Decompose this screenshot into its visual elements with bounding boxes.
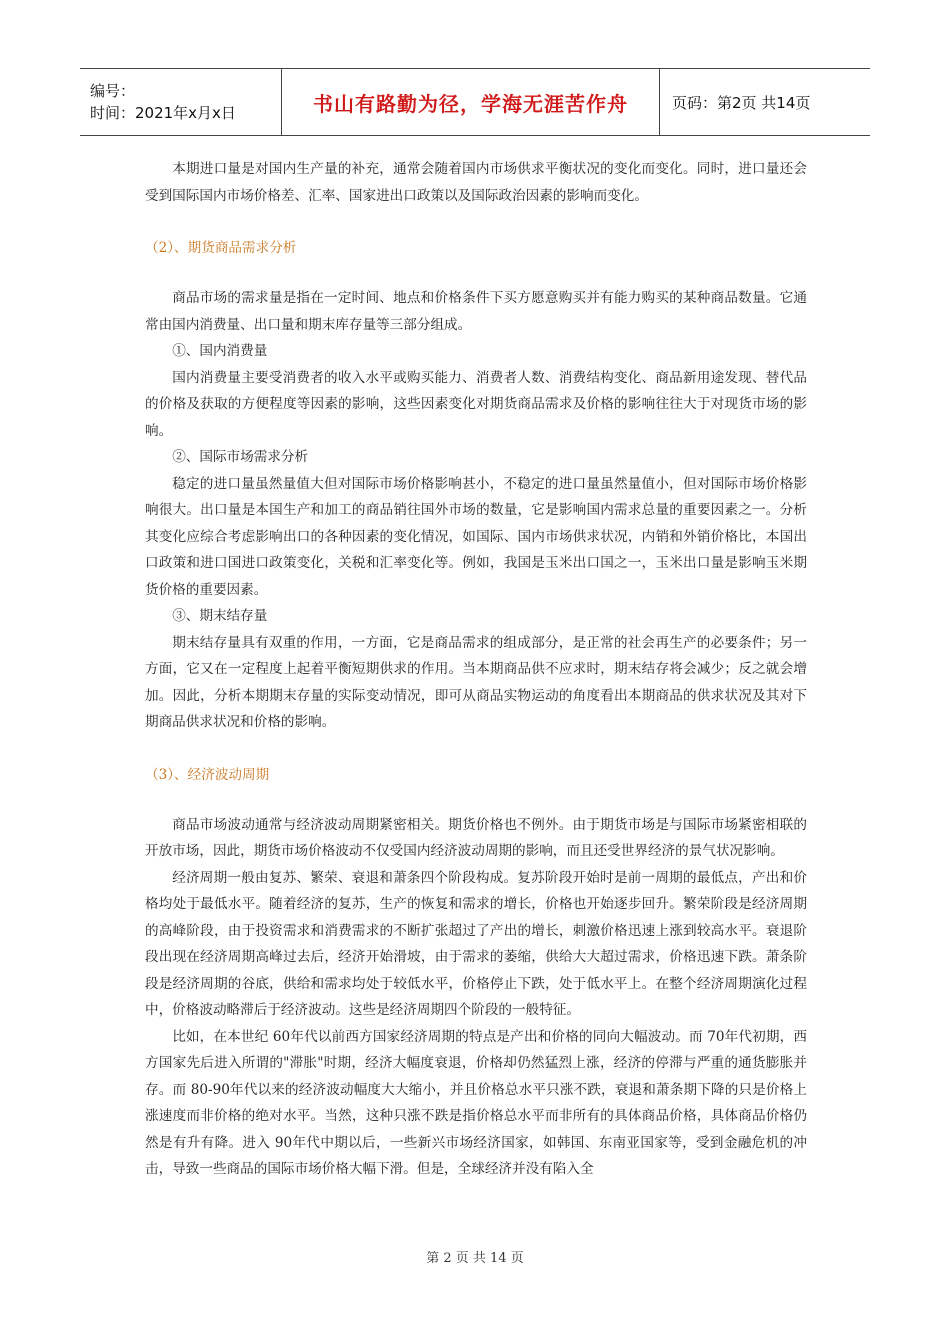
header-page-info	[660, 69, 870, 135]
number-label: 编号：	[90, 82, 136, 100]
list-item-international: ②、国际市场需求分析	[172, 449, 309, 465]
footer-page-number: 第 2 页 共 14 页	[426, 1251, 524, 1266]
paragraph-cycle-intro: 商品市场波动通常与经济波动周期紧密相关。期货价格也不例外。由于期货市场是与国际市场紧密相联的开放市场，因此，期货市场价格波动不仅受国内经济波动周期的影响，而且还受世界经济的景气状况影响。	[145, 816, 807, 859]
page-label: 页码：第2页 共14页	[672, 93, 811, 112]
header-meta	[80, 69, 282, 135]
date-label: 时间：2021年x月x日	[90, 104, 236, 122]
paragraph-demand-intro: 商品市场的需求量是指在一定时间、地点和价格条件下买方愿意购买并有能力购买的某种商品数量。它通常由国内消费量、出口量和期末库存量等三部分组成。	[145, 290, 807, 333]
section-heading-demand: （2）、期货商品需求分析	[145, 240, 297, 256]
section-heading-cycle: （3）、经济波动周期	[145, 766, 270, 783]
page-header	[80, 68, 870, 136]
motto-text: 书山有路勤为径，学海无涯苦作舟	[313, 91, 628, 116]
paragraph-domestic: 国内消费量主要受消费者的收入水平或购买能力、消费者人数、消费结构变化、商品新用途发现、替代品的价格及获取的方便程度等因素的影响，这些因素变化对期货商品需求及价格的影响往往大于对现货市场的影响。	[145, 369, 807, 439]
paragraph-ending-stock: 期末结存量具有双重的作用，一方面，它是商品需求的组成部分，是正常的社会再生产的必要条件；另一方面，它又在一定程度上起着平衡短期供求的作用。当本期商品供不应求时，期末结存将会减少；反之就会增加。因此，分析本期期末存量的实际变动情况，即可从商品实物运动的角度看出本期商品的供求状况及其对下期商品供求状况和价格的影响。	[145, 634, 807, 730]
document-body	[145, 156, 807, 1183]
list-item-domestic: ①、国内消费量	[172, 343, 268, 359]
paragraph-cycle-history: 比如，在本世纪 60年代以前西方国家经济周期的特点是产出和价格的同向大幅波动。而 70年代初期，西方国家先后进入所谓的"滞胀"时期，经济大幅度衰退，价格却仍然猛烈上涨，经济的停滞与严重的通货膨胀并存。而 80-90年代以来的经济波动幅度大大缩小，并且价格总水平只涨不跌，衰退和萧条期下降的只是价格上涨速度而非价格的绝对水平。当然，这种只涨不跌是指价格总水平而非所有的具体商品价格，具体商品价格仍然是有升有降。进入 90年代中期以后，一些新兴市场经济国家，如韩国、东南亚国家等，受到金融危机的冲击，导致一些商品的国际市场价格大幅下滑。但是，全球经济并没有陷入全	[145, 1028, 807, 1177]
paragraph-international: 稳定的进口量虽然量值大但对国际市场价格影响甚小，不稳定的进口量虽然量值小，但对国际市场价格影响很大。出口量是本国生产和加工的商品销往国外市场的数量，它是影响国内需求总量的重要因素之一。分析其变化应综合考虑影响出口的各种因素的变化情况，如国际、国内市场供求状况，内销和外销价格比，本国出口政策和进口国进口政策变化，关税和汇率变化等。例如，我国是玉米出口国之一，玉米出口量是影响玉米期货价格的重要因素。	[145, 475, 807, 598]
paragraph-import-volume: 本期进口量是对国内生产量的补充，通常会随着国内市场供求平衡状况的变化而变化。同时，进口量还会受到国际国内市场价格差、汇率、国家进出口政策以及国际政治因素的影响而变化。	[145, 161, 807, 204]
page-footer	[0, 1247, 950, 1266]
paragraph-cycle-phases: 经济周期一般由复苏、繁荣、衰退和萧条四个阶段构成。复苏阶段开始时是前一周期的最低点，产出和价格均处于最低水平。随着经济的复苏，生产的恢复和需求的增长，价格也开始逐步回升。繁荣阶段是经济周期的高峰阶段，由于投资需求和消费需求的不断扩张超过了产出的增长，刺激价格迅速上涨到较高水平。衰退阶段出现在经济周期高峰过去后，经济开始滑坡，由于需求的萎缩，供给大大超过需求，价格迅速下跌。萧条阶段是经济周期的谷底，供给和需求均处于较低水平，价格停止下跌，处于低水平上。在整个经济周期演化过程中，价格波动略滞后于经济波动。这些是经济周期四个阶段的一般特征。	[145, 869, 807, 1018]
header-motto	[282, 69, 660, 135]
list-item-ending-stock: ③、期末结存量	[172, 608, 268, 624]
